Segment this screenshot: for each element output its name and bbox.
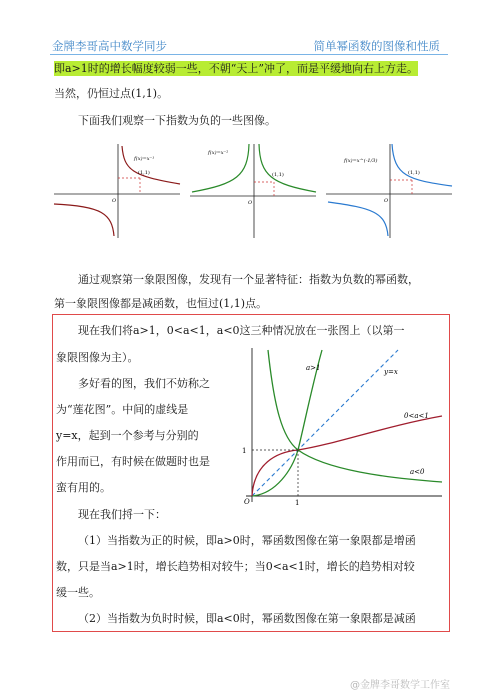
header-left: 金牌李哥高中数学同步 [52, 39, 167, 53]
curve-0-a-1 [252, 416, 442, 496]
box-line-8: 现在我们捋一下： [78, 508, 166, 521]
box-line-6: 作用而已，有时候在做题时也是 [56, 455, 210, 468]
origin-label: O [248, 200, 253, 206]
graph-label: f(x)=x⁻¹ [134, 156, 155, 162]
graph-reciprocal [52, 140, 182, 240]
box-line-1: 现在我们将a>1，0<a<1，a<0这三种情况放在一张图上（以第一 [78, 324, 405, 337]
paragraph-1 [54, 61, 418, 77]
tick-1-y: 1 [242, 447, 247, 455]
curve-q1 [392, 144, 452, 186]
box-line-2: 象限图像为主）。 [56, 351, 139, 364]
label-y-equals-x: y=x [384, 368, 398, 376]
paragraph-3: 下面我们观察一下指数为负的一些图像。 [78, 114, 276, 127]
lotus-graph [236, 346, 446, 506]
point-label: (1,1) [272, 172, 284, 178]
header-divider [50, 54, 448, 55]
box-line-7: 蛮有用的。 [56, 481, 111, 494]
point-label: (1,1) [408, 170, 420, 176]
box-line-10: 数，只是当a>1时，增长趋势相对较牛；当0<a<1时，增长的趋势相对较 [56, 560, 415, 573]
curve-q3 [328, 202, 388, 236]
origin-label: O [384, 198, 389, 204]
box-line-9: （1）当指数为正的时候，即a>0时，幂函数图像在第一象限都是增函 [78, 534, 416, 547]
paragraph-4: 通过观察第一象限图像，发现有一个显著特征：指数为负数的幂函数， [78, 273, 419, 286]
graph-inverse-square [188, 140, 318, 240]
box-line-3: 多好看的图，我们不妨称之 [78, 377, 210, 390]
graph-cube-root-reciprocal [324, 140, 454, 240]
label-a-gt-1: a>1 [306, 364, 321, 372]
box-line-5: y=x，起到一个参考与分别的 [56, 429, 199, 442]
tick-1-x: 1 [295, 499, 300, 506]
curve-right [259, 144, 316, 192]
box-line-12: （2）当指数为负时时候，即a<0时，幂函数图像在第一象限都是减函 [78, 612, 416, 625]
box-line-4: 为“莲花图”。中间的虚线是 [56, 403, 189, 416]
curve-q3 [54, 204, 114, 236]
highlight-text: 即a>1时的增长幅度较弱一些，不朝“天上”冲了，而是平缓地向右上方走。 [54, 62, 419, 75]
origin-label: O [244, 498, 250, 506]
line-y-equals-x [252, 350, 398, 496]
paragraph-5: 第一象限图像都是减函数，也恒过(1,1)点。 [54, 297, 268, 310]
watermark: @金牌李哥数学工作室 [350, 680, 450, 691]
paragraph-2: 当然，仍恒过点(1,1)。 [54, 87, 169, 100]
label-a-lt-0: a<0 [410, 468, 425, 476]
label-0-a-1: 0<a<1 [404, 412, 429, 420]
graph-label: f(x)=x^(-1/3) [344, 158, 378, 164]
graph-label: f(x)=x⁻² [208, 150, 229, 156]
point-label: (1,1) [138, 170, 150, 176]
box-line-11: 缓一些。 [56, 586, 100, 599]
origin-label: O [112, 198, 117, 204]
header-right: 简单幂函数的图像和性质 [313, 39, 440, 53]
